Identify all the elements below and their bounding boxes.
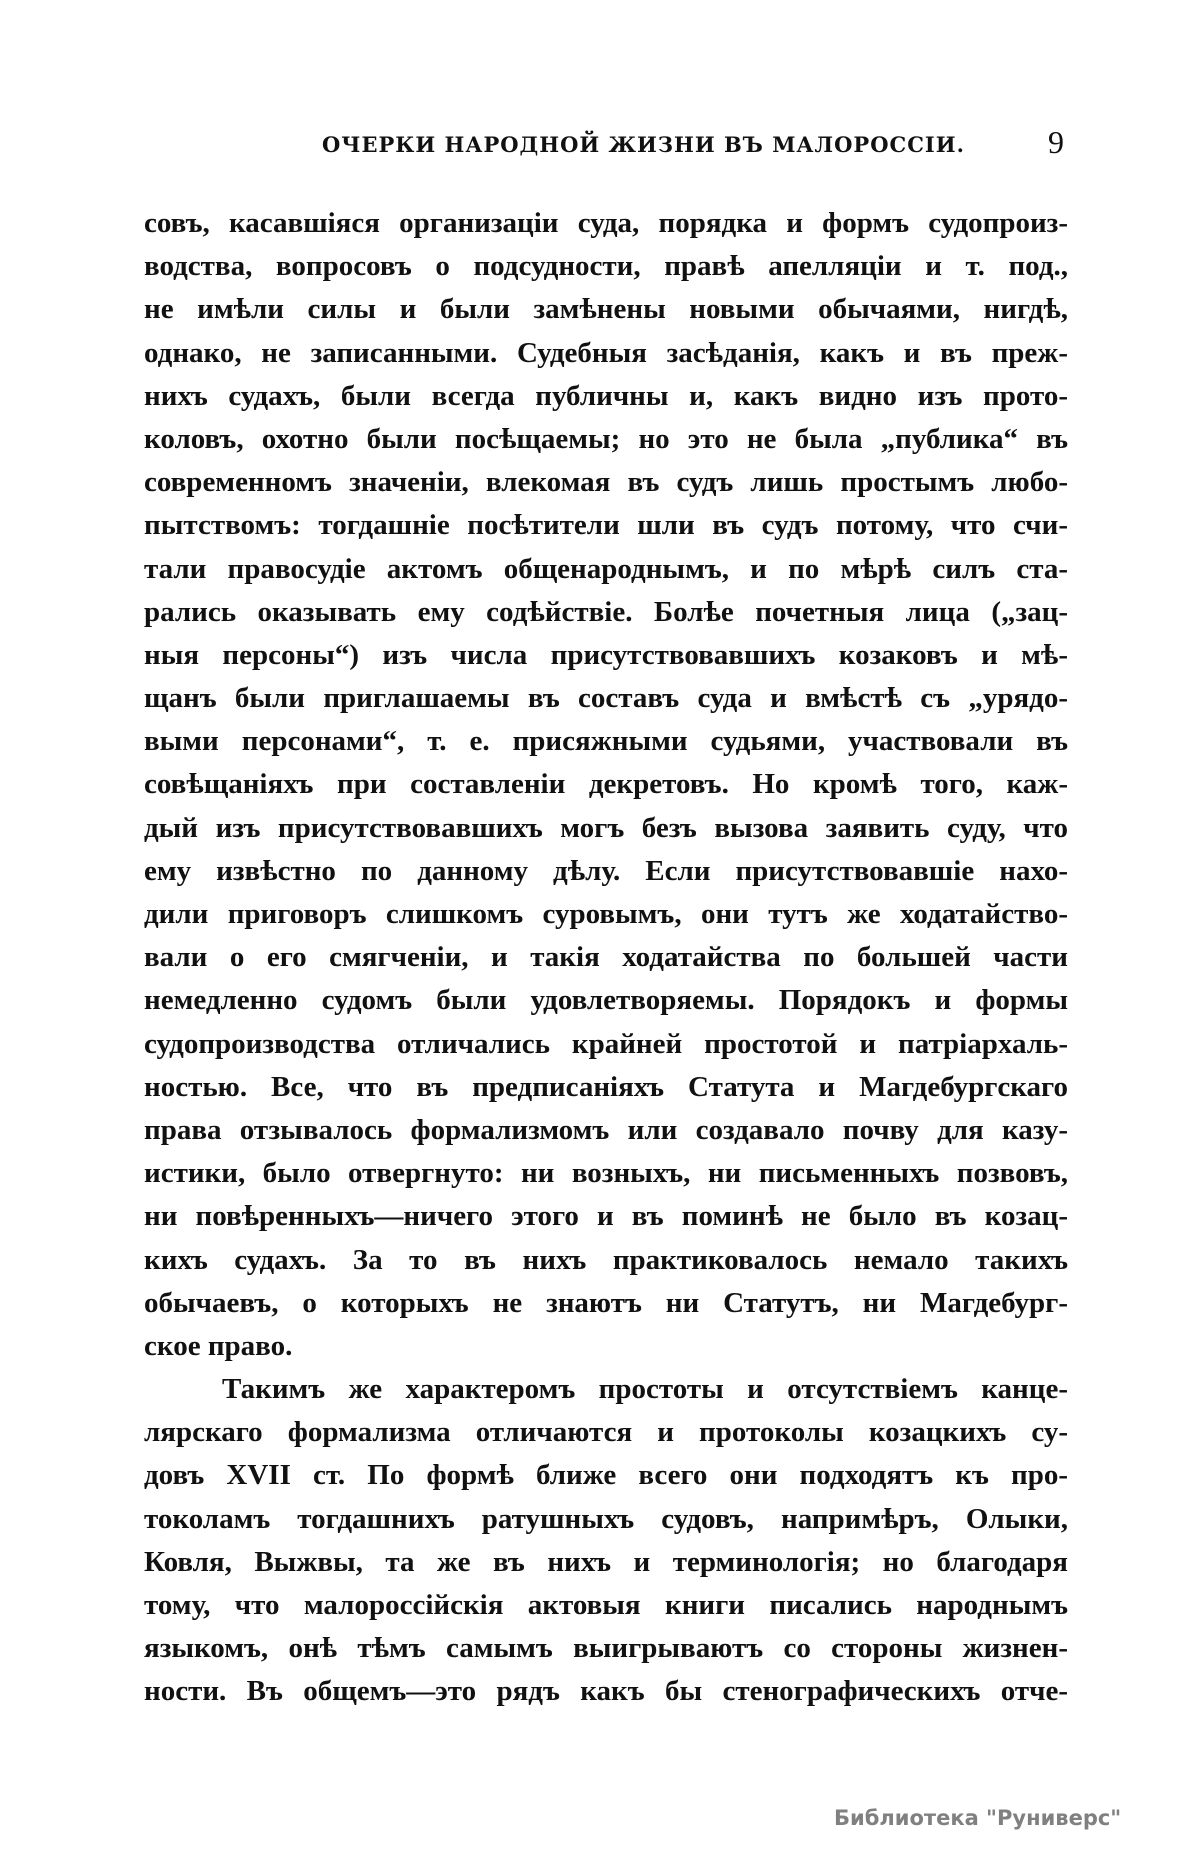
text-line: ему извѣстно по данному дѣлу. Если присутствовавшіе нахо- [144,854,1068,887]
text-line: языкомъ, онѣ тѣмъ самымъ выигрываютъ со стороны жизнен- [144,1632,1068,1665]
text-line: пытствомъ: тогдашніе посѣтители шли въ судъ потому, что счи- [144,509,1068,542]
text-line: дый изъ присутствовавшихъ могъ безъ вызова заявить суду, что [144,811,1068,844]
text-line: рались оказывать ему содѣйствіе. Болѣе почетныя лица („зац- [144,595,1068,628]
text-line: судопроизводства отличались крайней простотой и патріархаль- [144,1027,1068,1060]
running-title: ОЧЕРКИ НАРОДНОЙ ЖИЗНИ ВЪ МАЛОРОССІИ. [322,132,965,157]
text-line: права отзывалось формализмомъ или создавало почву для казу- [144,1113,1068,1146]
text-line: совъ, касавшіяся организаціи суда, порядка и формъ судопроиз- [144,207,1068,239]
text-line: токоламъ тогдашнихъ ратушныхъ судовъ, напримѣръ, Олыки, [144,1502,1068,1535]
text-line: водства, вопросовъ о подсудности, правѣ апелляціи и т. под., [144,250,1068,283]
text-line: коловъ, охотно были посѣщаемы; но это не была „публика“ въ [144,422,1068,455]
text-line: тому, что малороссійскія актовыя книги писались народнымъ [144,1589,1068,1621]
text-line: дили приговоръ слишкомъ суровымъ, они тутъ же ходатайство- [144,898,1068,930]
text-line: нихъ судахъ, были всегда публичны и, какъ видно изъ прото- [144,379,1068,412]
text-line: Такимъ же характеромъ простоты и отсутствіемъ канце- [222,1373,1068,1406]
text-line: не имѣли силы и были замѣнены новыми обычаями, нигдѣ, [144,293,1068,326]
text-line: современномъ значеніи, влекомая въ судъ лишь простымъ любо- [144,466,1068,499]
text-line: однако, не записанными. Судебныя засѣданія, какъ и въ преж- [144,336,1068,369]
text-line: ныя персоны“) изъ числа присутствовавшихъ козаковъ и мѣ- [144,638,1068,671]
text-line: ностью. Все, что въ предписаніяхъ Статута и Магдебургскаго [144,1070,1068,1103]
text-line: щанъ были приглашаемы въ составъ суда и вмѣстѣ съ „урядо- [144,682,1068,715]
text-line: кихъ судахъ. За то въ нихъ практиковалось немало такихъ [144,1243,1068,1276]
page-number: 9 [1048,124,1064,160]
text-line: лярскаго формализма отличаются и протоколы козацкихъ су- [144,1416,1068,1449]
text-line: Ковля, Выжвы, та же въ нихъ и терминологія; но благодаря [144,1545,1068,1578]
text-line: истики, было отвергнуто: ни возныхъ, ни письменныхъ позвовъ, [144,1157,1068,1190]
text-line: обычаевъ, о которыхъ не знаютъ ни Статутъ, ни Магдебург- [144,1286,1068,1319]
body-text [144,202,1068,1714]
text-line: вали о его смягченіи, и такія ходатайства по большей части [144,941,1068,974]
text-line: совѣщаніяхъ при составленіи декретовъ. Но кромѣ того, каж- [144,768,1068,801]
text-line: выми персонами“, т. е. присяжными судьями, участвовали въ [144,725,1068,758]
library-watermark: Библиотека "Руниверс" [834,1806,1122,1830]
text-line: ности. Въ общемъ—это рядъ какъ бы стенографическихъ отче- [144,1675,1068,1708]
text-line: тали правосудіе актомъ общенароднымъ, и по мѣрѣ силъ ста- [144,552,1068,585]
text-line: немедленно судомъ были удовлетворяемы. Порядокъ и формы [144,984,1068,1017]
text-line: довъ XVII ст. По формѣ ближе всего они подходятъ къ про- [144,1459,1068,1492]
text-line: ни повѣренныхъ—ничего этого и въ поминѣ не было въ козац- [144,1200,1068,1233]
text-line: ское право. [144,1329,293,1362]
